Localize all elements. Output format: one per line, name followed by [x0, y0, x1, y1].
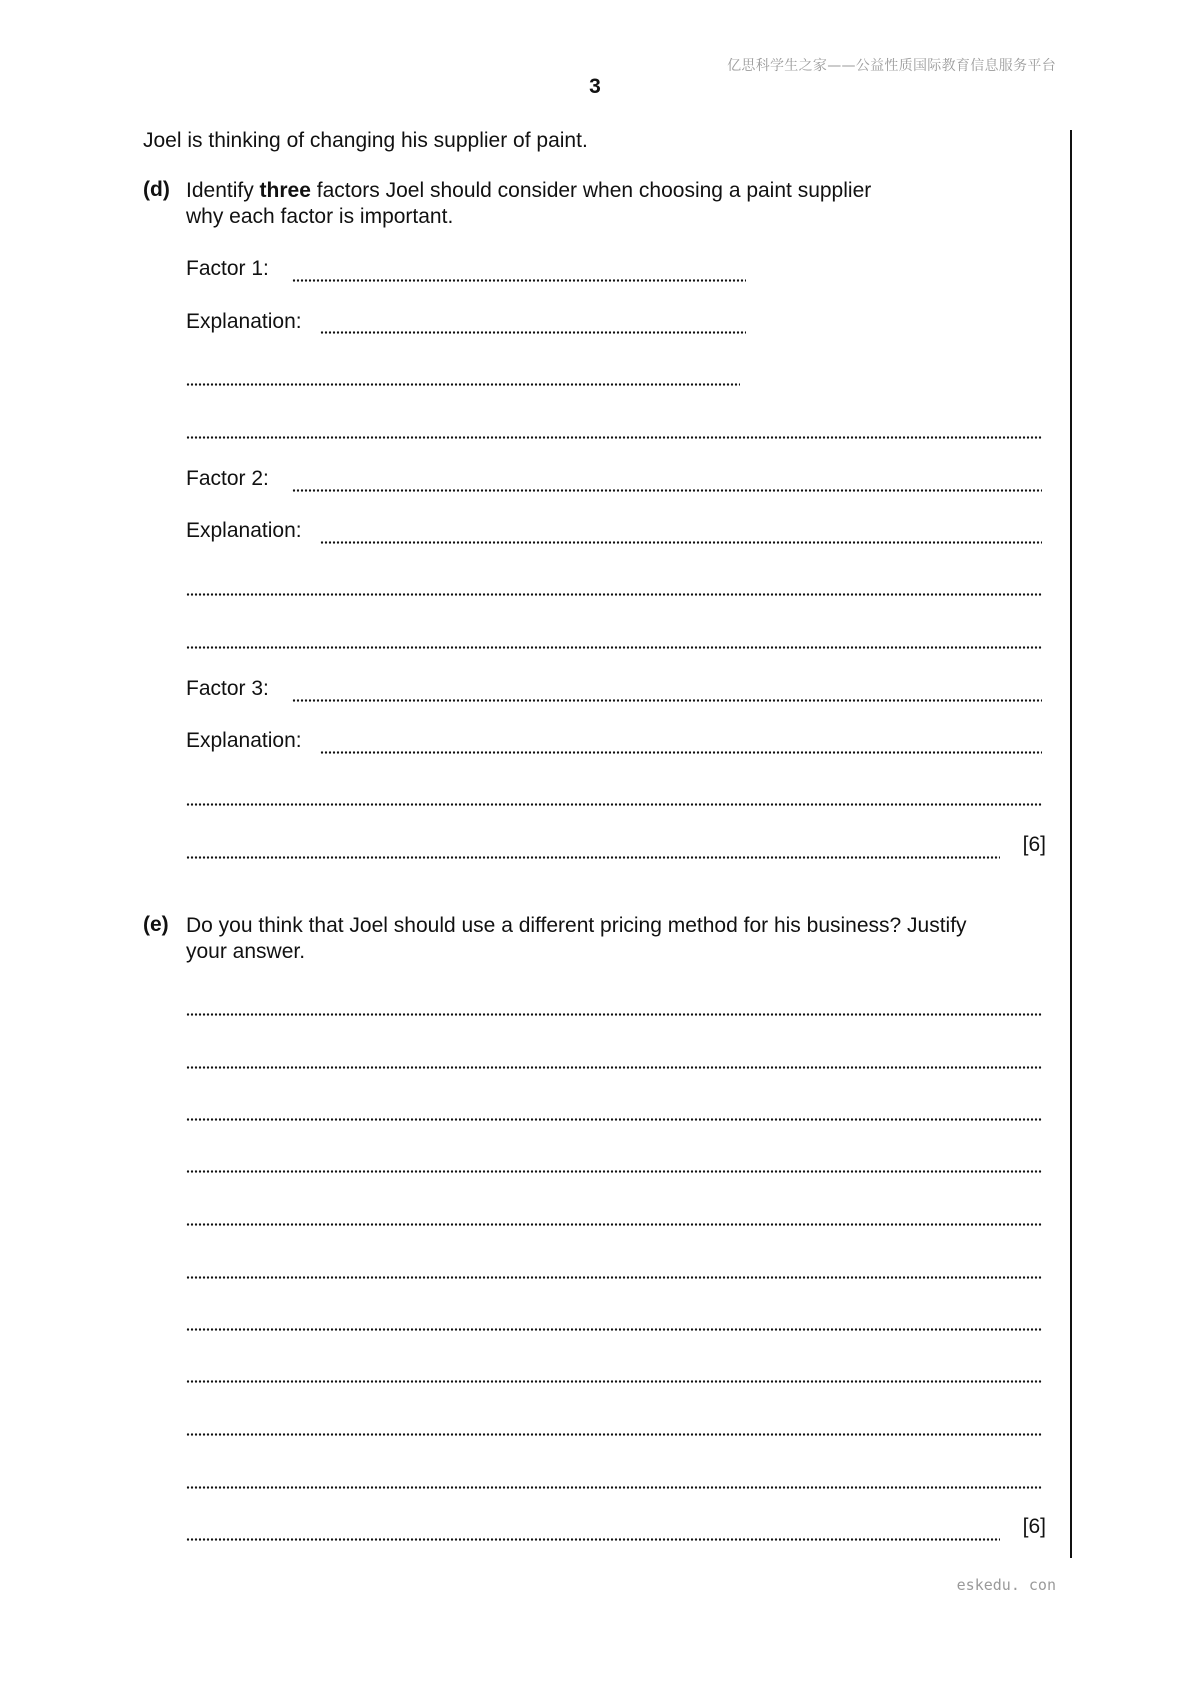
margin-rule [1070, 130, 1072, 1558]
factor-2-answer-line[interactable] [292, 489, 1042, 492]
factor-3-label: Factor 3: [186, 677, 269, 700]
answer-e-line-9[interactable] [186, 1433, 1042, 1436]
explanation-3-label: Explanation: [186, 729, 302, 752]
question-e-prompt: Do you think that Joel should use a different pricing method for his business? Justify [186, 914, 967, 937]
question-d-label: (d) [143, 178, 170, 201]
answer-e-line-8[interactable] [186, 1380, 1042, 1383]
answer-e-line-6[interactable] [186, 1276, 1042, 1279]
answer-e-line-4[interactable] [186, 1170, 1042, 1173]
answer-e-line-2[interactable] [186, 1066, 1042, 1069]
explanation-1-answer-line[interactable] [320, 331, 746, 334]
header-watermark: 亿思科学生之家——公益性质国际教育信息服务平台 [727, 58, 1056, 74]
question-d-marks: [6] [1022, 833, 1046, 856]
page-number: 3 [589, 75, 601, 98]
intro-text: Joel is thinking of changing his supplier of paint. [143, 129, 588, 152]
question-e-marks: [6] [1022, 1515, 1046, 1538]
question-d-prompt: Identify three factors Joel should consider when choosing a paint supplier [186, 179, 872, 202]
factor-2-label: Factor 2: [186, 467, 269, 490]
explanation-3-line-2[interactable] [186, 803, 1042, 806]
question-e-prompt-line2: your answer. [186, 940, 306, 963]
question-e-label: (e) [143, 913, 169, 936]
explanation-2-label: Explanation: [186, 519, 302, 542]
explanation-2-line-2[interactable] [186, 593, 1042, 596]
explanation-3-line-3[interactable] [186, 856, 1000, 859]
factor-3-answer-line[interactable] [292, 699, 1042, 702]
footer-watermark: eskedu. con [956, 1576, 1056, 1594]
question-d-prompt-line2: why each factor is important. [186, 205, 454, 228]
explanation-3-answer-line[interactable] [320, 751, 1042, 754]
answer-e-line-1[interactable] [186, 1013, 1042, 1016]
answer-e-line-5[interactable] [186, 1223, 1042, 1226]
explanation-1-line-3[interactable] [186, 436, 1042, 439]
factor-1-label: Factor 1: [186, 257, 269, 280]
explanation-1-label: Explanation: [186, 310, 302, 333]
explanation-2-line-3[interactable] [186, 646, 1042, 649]
answer-e-line-7[interactable] [186, 1328, 1042, 1331]
answer-e-line-10[interactable] [186, 1486, 1042, 1489]
explanation-1-line-2[interactable] [186, 383, 740, 386]
answer-e-line-11[interactable] [186, 1538, 1000, 1541]
answer-e-line-3[interactable] [186, 1118, 1042, 1121]
factor-1-answer-line[interactable] [292, 279, 746, 282]
explanation-2-answer-line[interactable] [320, 541, 1042, 544]
